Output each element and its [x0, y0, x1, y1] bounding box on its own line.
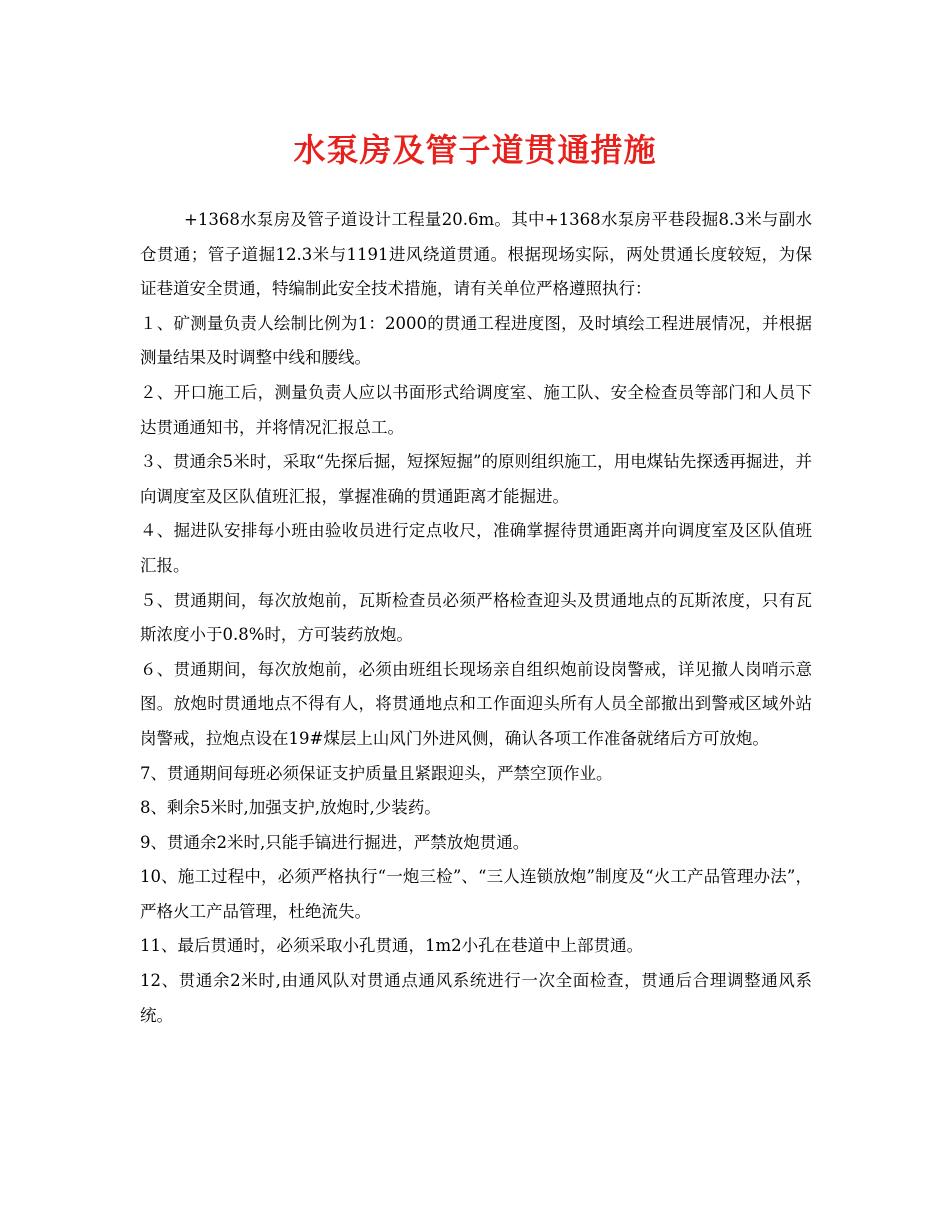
measure-item-1: １、矿测量负责人绘制比例为1：2000的贯通工程进度图，及时填绘工程进展情况，并根据测量结果及时调整中线和腰线。	[140, 313, 812, 368]
measure-item-6: ６、贯通期间，每次放炮前，必须由班组长现场亲自组织炮前设岗警戒，详见撤人岗哨示意图。放炮时贯通地点不得有人，将贯通地点和工作面迎头所有人员全部撤出到警戒区域外站岗警戒，拉炮点设在19#煤层上山风门外进风侧，确认各项工作准备就绪后方可放炮。	[140, 659, 812, 748]
measure-item-12: 12、贯通余2米时,由通风队对贯通点通风系统进行一次全面检查，贯通后合理调整通风系统。	[140, 971, 812, 1025]
measure-item-8: 8、剩余5米时,加强支护,放炮时,少装药。	[140, 798, 441, 818]
measure-item-10: 10、施工过程中，必须严格执行“一炮三检”、“三人连锁放炮”制度及“火工产品管理办法”，严格火工产品管理，杜绝流失。	[140, 867, 812, 921]
intro-paragraph: +1368水泵房及管子道设计工程量20.6m。其中+1368水泵房平巷段掘8.3米与副水仓贯通；管子道掘12.3米与1191进风绕道贯通。根据现场实际，两处贯通长度较短，为保证巷道安全贯通，特编制此安全技术措施，请有关单位严格遵照执行：	[140, 210, 812, 299]
document-body	[140, 203, 812, 1033]
measure-item-9: 9、贯通余2米时,只能手镐进行掘进，严禁放炮贯通。	[140, 832, 530, 852]
measure-item-2: ２、开口施工后，测量负责人应以书面形式给调度室、施工队、安全检查员等部门和人员下达贯通通知书，并将情况汇报总工。	[140, 382, 812, 437]
measure-item-11: 11、最后贯通时，必须采取小孔贯通，1m2小孔在巷道中上部贯通。	[140, 936, 644, 956]
document-title: 水泵房及管子道贯通措施	[293, 131, 657, 169]
measure-item-5: ５、贯通期间，每次放炮前，瓦斯检查员必须严格检查迎头及贯通地点的瓦斯浓度，只有瓦斯浓度小于0.8%时，方可装药放炮。	[140, 590, 812, 645]
measure-item-3: ３、贯通余5米时，采取“先探后掘，短探短掘”的原则组织施工，用电煤钻先探透再掘进，并向调度室及区队值班汇报，掌握准确的贯通距离才能掘进。	[140, 452, 812, 506]
measure-item-4: ４、掘进队安排每小班由验收员进行定点收尺，准确掌握待贯通距离并向调度室及区队值班汇报。	[140, 521, 812, 575]
measure-item-7: 7、贯通期间每班必须保证支护质量且紧跟迎头，严禁空顶作业。	[140, 763, 613, 783]
